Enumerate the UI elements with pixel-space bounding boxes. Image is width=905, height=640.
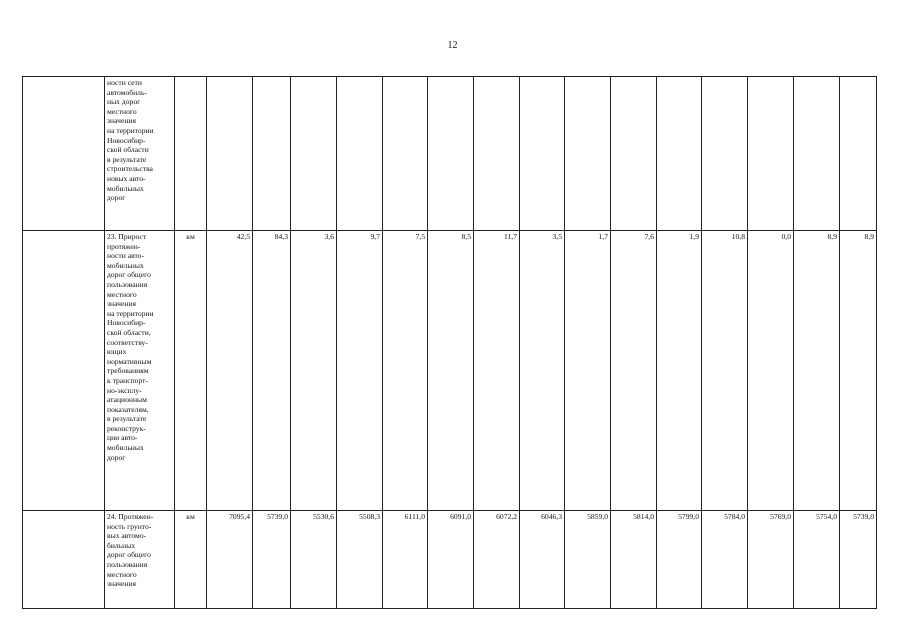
value-cell [253, 77, 291, 231]
value-cell: 8,5 [428, 231, 474, 511]
value-cell [291, 77, 337, 231]
value-cell [611, 77, 657, 231]
value-cell: 5859,0 [565, 511, 611, 609]
value-cell: 10,8 [702, 231, 748, 511]
value-cell: 11,7 [474, 231, 520, 511]
value-cell [383, 77, 428, 231]
row-number-cell [23, 77, 105, 231]
value-cell [657, 77, 702, 231]
value-cell: 7,6 [611, 231, 657, 511]
value-cell [474, 77, 520, 231]
indicator-name-cell: 23. Прирост протяжен- ности авто- мобильных дорог общего пользования местного значения на территории Новосибир- ской области, соответству- ющих нормативным требованиям к транспорт- но-эксплу- атационным показателям, в результате реконструк- ции авто- мобильных дорог [105, 231, 175, 511]
value-cell [794, 77, 840, 231]
value-cell: 5530,6 [291, 511, 337, 609]
value-cell [702, 77, 748, 231]
value-cell [748, 77, 794, 231]
page-number: 12 [447, 40, 458, 51]
value-cell: 5769,0 [748, 511, 794, 609]
value-cell: 5799,0 [657, 511, 702, 609]
value-cell: 1,7 [565, 231, 611, 511]
value-cell: 3,6 [291, 231, 337, 511]
value-cell: 8,9 [840, 231, 877, 511]
value-cell [428, 77, 474, 231]
unit-cell: км [175, 511, 207, 609]
indicator-name-cell: 24. Протяжен- ность грунто- вых автомо- бильных дорог общего пользования местного значения [105, 511, 175, 609]
value-cell: 5754,0 [794, 511, 840, 609]
value-cell [337, 77, 383, 231]
value-cell: 5814,0 [611, 511, 657, 609]
value-cell: 0,0 [748, 231, 794, 511]
value-cell: 6111,0 [383, 511, 428, 609]
value-cell [565, 77, 611, 231]
value-cell: 8,9 [794, 231, 840, 511]
table-row [23, 77, 877, 231]
value-cell: 5784,0 [702, 511, 748, 609]
row-number-cell [23, 231, 105, 511]
value-cell: 42,5 [207, 231, 253, 511]
value-cell: 6046,3 [520, 511, 565, 609]
value-cell [207, 77, 253, 231]
value-cell: 1,9 [657, 231, 702, 511]
indicators-table [22, 76, 877, 609]
row-number-cell [23, 511, 105, 609]
table-row [23, 231, 877, 511]
indicator-name-cell: ности сети автомобиль- ных дорог местного значения на территории Новосибир- ской области в результате строительства новых авто- мобильных дорог [105, 77, 175, 231]
table-row [23, 511, 877, 609]
value-cell: 6091,0 [428, 511, 474, 609]
value-cell: 3,5 [520, 231, 565, 511]
unit-cell [175, 77, 207, 231]
value-cell [840, 77, 877, 231]
value-cell: 7095,4 [207, 511, 253, 609]
value-cell: 84,3 [253, 231, 291, 511]
value-cell: 5739,0 [840, 511, 877, 609]
value-cell: 5508,3 [337, 511, 383, 609]
value-cell: 5739,0 [253, 511, 291, 609]
value-cell: 9,7 [337, 231, 383, 511]
value-cell [520, 77, 565, 231]
unit-cell: км [175, 231, 207, 511]
value-cell: 7,5 [383, 231, 428, 511]
value-cell: 6072,2 [474, 511, 520, 609]
